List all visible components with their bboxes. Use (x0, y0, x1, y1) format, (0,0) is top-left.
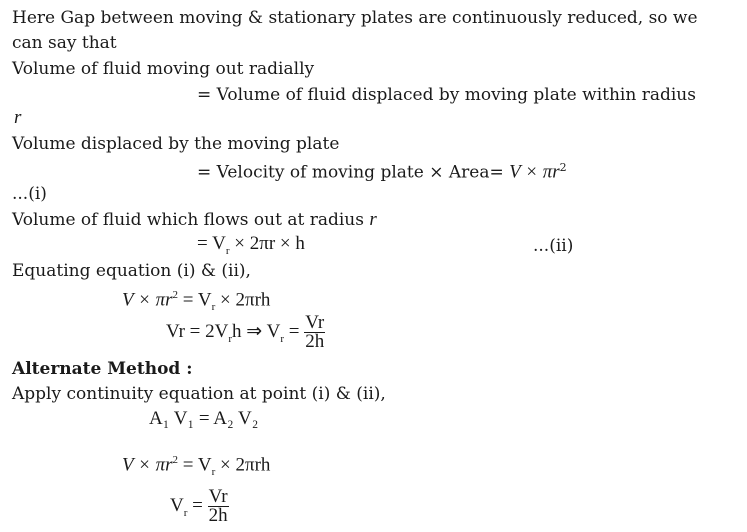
subscript: r (225, 244, 230, 257)
eq4-b: = (187, 495, 208, 516)
volume-displaced-text: = Velocity of moving plate × Area= (197, 162, 504, 183)
alternate-method-heading: Alternate Method : (12, 359, 193, 379)
fraction (304, 314, 325, 351)
volume-out-label: Volume of fluid moving out radially (12, 59, 315, 79)
fraction-denominator: 2h (305, 331, 325, 353)
subscript: r (183, 506, 188, 519)
flow-out-text: Volume of fluid which flows out at radius (12, 210, 364, 230)
flow-out-label (12, 210, 377, 230)
intro-line-1: Here Gap between moving & stationary plates are continuously reduced, so we (12, 8, 698, 28)
eq3-rhs-b: × 2πrh (215, 454, 271, 476)
eq4-a: V (170, 495, 184, 516)
fraction-numerator: Vr (305, 312, 325, 334)
eq2-c: = (284, 321, 305, 342)
fraction (208, 488, 229, 525)
exponent: 2 (559, 161, 567, 174)
eq1-rhs-a: = V (178, 289, 212, 311)
continuity-label: Apply continuity equation at point (i) & (ii), (12, 384, 386, 404)
fraction-numerator: Vr (208, 486, 228, 508)
volume-displaced-math: V × πr (509, 161, 560, 183)
exponent: 2 (172, 289, 178, 301)
eq1-lhs: V × πr (122, 289, 173, 311)
volume-displaced-label: Volume displaced by the moving plate (12, 134, 340, 154)
flow-eq-a: = V (197, 233, 226, 254)
equation-tag-ii: ...(ii) (533, 236, 574, 256)
equation-2 (166, 313, 325, 358)
equating-label: Equating equation (i) & (ii), (12, 261, 251, 281)
eq2-b: h ⇒ V (232, 321, 281, 342)
subscript: r (228, 332, 233, 345)
exponent: 2 (172, 454, 178, 466)
equation-4 (170, 487, 229, 532)
flow-eq-b: × 2πr × h (229, 233, 305, 254)
subscript: r (280, 332, 284, 345)
volume-displaced-equation (197, 158, 567, 183)
continuity-equation: A₁ V₁ = A₂ V₂ (149, 408, 259, 429)
fraction-denominator: 2h (208, 505, 228, 527)
volume-out-radius (14, 108, 21, 128)
subscript: r (211, 466, 216, 479)
flow-out-equation (197, 234, 305, 261)
equation-3 (122, 450, 270, 482)
eq2-a: Vr = 2V (166, 321, 229, 342)
volume-out-equation: = Volume of fluid displaced by moving plate within radius (197, 85, 696, 105)
eq3-rhs-a: = V (178, 454, 212, 476)
eq3-lhs: V × πr (122, 454, 173, 476)
radius-symbol: r (14, 107, 22, 128)
flow-radius-symbol: r (369, 209, 377, 230)
subscript: r (211, 301, 216, 314)
intro-line-2: can say that (12, 33, 117, 53)
equation-tag-i: ...(i) (12, 184, 47, 204)
eq1-rhs-b: × 2πrh (215, 289, 271, 311)
